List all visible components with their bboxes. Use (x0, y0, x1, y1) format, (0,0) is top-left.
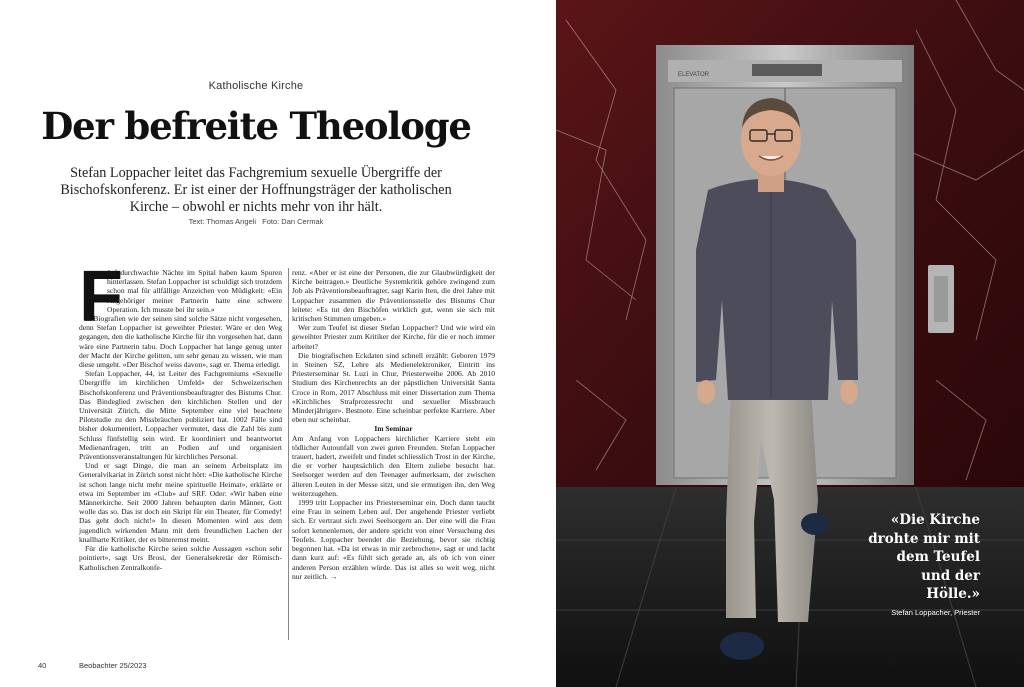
paragraph: Wer zum Teufel ist dieser Stefan Loppacher? Und wie wird ein geweihter Priester zum Kritiker der Kirche, für die er noch immer arbeitet? (292, 323, 495, 351)
column-divider (288, 268, 289, 640)
article-kicker: Katholische Kirche (208, 80, 304, 92)
paragraph: renz. «Aber er ist eine der Personen, die zur Glaubwürdigkeit der Kirche beitragen.» Deutliche Systemkritik gehöre zwingend zum Job als Präventionsbeauftragter, sagt Karin Iten, die drei Jahre mit Loppacher zusammen die Präventionsstelle des Bistums Chur leitete: «Es tut den Bischöfen wirklich gut, wenn sie sich mit kritischen Stimmen umgeben.» (292, 268, 495, 324)
paragraph: ünf durchwachte Nächte im Spital haben kaum Spuren hinterlassen. Stefan Loppacher ist schuldigt sich trotzdem schon mal für allfällige Anzeichen von Müdigkeit: «Ein Angehöriger meiner Partnerin hatte eine schwere Operation. Ich musste bei ihr sein.» (107, 268, 282, 314)
left-shoe (720, 632, 764, 660)
page-number: 40 (38, 661, 47, 670)
article-lead: Stefan Loppacher leitet das Fachgremium sexuelle Übergriffe der Bischofskonferenz. Er ist einer der Hoffnungsträger der katholischen Kirche – obwohl er nichts mehr von ihr hält. (60, 165, 452, 215)
portrait-photo (556, 0, 1024, 687)
paragraph: Stefan Loppacher, 44, ist Leiter des Fachgremiums «Sexuelle Übergriffe im kirchlichen Umfeld» der Schweizerischen Bischofskonferenz und Präventionsbeauftragter des Bistums Chur. Das Bindeglied zwischen den kirchlichen Stellen und der Universität Zürich, die Mitte September eine viel beachtete Pilotstudie zu den Missbräuchen publiziert hat. 1002 Fälle sind bisher dokumentiert, Loppacher vermutet, dass die Zahl bis zum Schluss fünfstellig sein wird. Er koordiniert und beantwortet Medienanfragen, tritt an Podien auf und organisiert Präventionsveranstaltungen für kirchliches Personal. (79, 369, 282, 462)
article-headline: Der befreite Theologe (41, 104, 471, 148)
floor-indicator (752, 64, 822, 76)
paragraph: In Biografien wie der seinen sind solche Sätze nicht vorgesehen, denn Stefan Loppacher ist geweihter Priester. Wäre er den Weg gegangen, den die katholische Kirche für ihn vorgesehen hat, dann wäre eine Partnerin tabu. Doch Loppacher hat lange genug unter der Macht der Kirche gelitten, um sehr genau zu wissen, wie man diese umgeht. «Der Bischof weiss davon», sagt er. Thema erledigt. (79, 314, 282, 370)
quote-attribution: Stefan Loppacher, Priester (891, 608, 980, 617)
elevator-sign: ELEVATOR (678, 72, 710, 78)
paragraph: Die biografischen Eckdaten sind schnell erzählt: Geboren 1979 in Steinen SZ, Lehre als Medienelektroniker, Eintritt ins Priesterseminar St. Luzi in Chur, Priesterweihe 2006. Ab 2010 Studium des Kirchenrechts an der päpstlichen Universität Santa Croce in Rom, 2017 Abschluss mit einer Dissertation zum Thema «Kirchliches Strafprozessrecht und sexueller Missbrauch Minderjähriger». Bestnote. Eine scheinbar perfekte Karriere. Aber eben nur scheinbar. (292, 350, 495, 425)
right-hand (840, 380, 858, 404)
paragraph: Am Anfang von Loppachers kirchlicher Karriere steht ein tödlicher Autounfall von zwei guten Freunden. Stefan Loppacher trauert, hadert, zweifelt und findet schliesslich Trost in der Kirche, die er vorher hauptsächlich den Eltern zuliebe besucht hat. Seelsorger werden auf den Teenager aufmerksam, der zwischen älteren Leuten in der Messe sitzt, und sie ermutigen ihn, den Weg weiterzugehen. (292, 433, 495, 498)
paragraph: 1999 tritt Loppacher ins Priesterseminar ein. Doch dann taucht eine Frau in seinem Leben auf. Der angehende Priester verliebt sich. Er vertraut sich zwei Seelsorgern an. Der eine will die Frau sofort kennenlernen, der andere spricht von einer Versuchung des Teufels. Loppacher beendet die Beziehung, bevor sie richtig begonnen hat. «Da ist etwas in mir zerbrochen», sagt er und lacht dann kurz auf: «Es fühlt sich gerade an, als ob ich von einer anderen Person erzählen würde. Das ist alles so weit weg, nicht nur zeitlich. → (292, 498, 495, 581)
pull-quote: «Die Kirche drohte mir mit dem Teufel und der Hölle.» (868, 512, 980, 602)
paragraph: Für die katholische Kirche seien solche Aussagen «schon sehr pointiert», sagt Urs Brosi, der Generalsekretär der Römisch-Katholischen Zentralkonfe- (79, 544, 282, 572)
photo-credit: Foto: Dan Cermak (262, 217, 324, 226)
magazine-issue: Beobachter 25/2023 (79, 661, 147, 670)
section-subhead: Im Seminar (374, 424, 413, 434)
left-hand (697, 380, 715, 404)
drop-cap: F (79, 257, 123, 337)
text-credit: Text: Thomas Angeli (188, 217, 257, 226)
body-column-1 (79, 257, 282, 572)
paragraph: Und er sagt Dinge, die man an seinem Arbeitsplatz im Generalvikariat in Zürich sonst nicht hört: «Die katholische Kirche ist schon lange nicht mehr meine spirituelle Heimat», erklärte er etwa im September im «Club» auf SRF. Oder: «Wir haben eine Männerkirche. Seit 2000 Jahren behaupten darin Männer, Gott wolle das so. Das ist doch ein Skript für ein Theater, für Comedy! Das geht doch nicht!» In diesen Momenten wird aus dem jugendlich wirkenden Mann mit dem freundlichen Lachen der knallharte Kritiker, der es bitterernst meint. (79, 461, 282, 544)
right-shoe (801, 513, 829, 535)
body-column-2 (292, 268, 495, 581)
article-credits (0, 217, 512, 226)
